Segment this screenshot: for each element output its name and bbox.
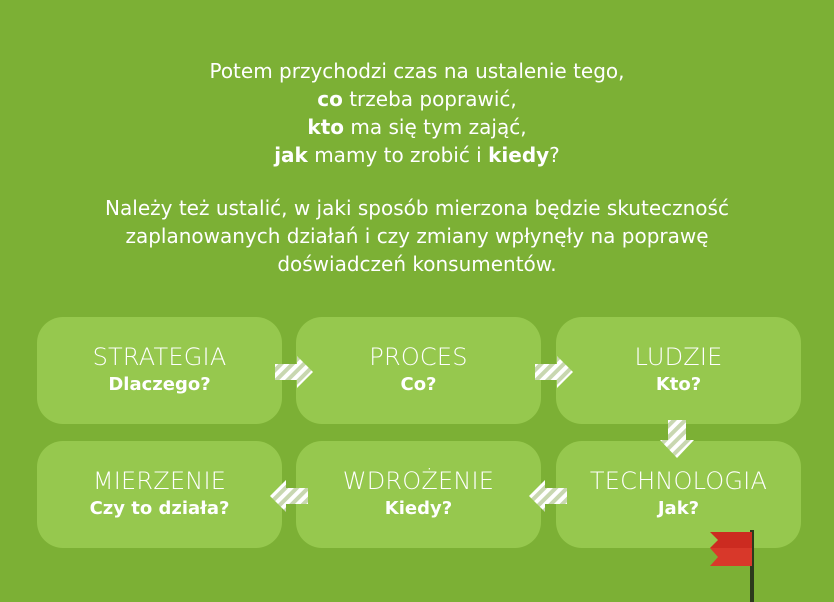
- step-box-strategia: [37, 317, 282, 424]
- step-title: WDROŻENIE: [342, 467, 495, 495]
- step-box-mierzenie: [37, 441, 282, 548]
- intro-line-2: co trzeba poprawić,: [317, 87, 517, 111]
- step-box-ludzie: [556, 317, 801, 424]
- intro-line-4: jak mamy to zrobić i kiedy?: [274, 143, 560, 167]
- intro-bold-kiedy: kiedy: [488, 143, 550, 167]
- arrow-left-icon: [527, 480, 567, 512]
- step-question: Co?: [400, 374, 437, 395]
- step-title: PROCES: [369, 343, 468, 371]
- arrow-down-icon: [660, 420, 694, 460]
- step-title: TECHNOLOGIA: [589, 467, 768, 495]
- step-title: STRATEGIA: [92, 343, 227, 371]
- intro-line-3: kto ma się tym zająć,: [307, 115, 527, 139]
- step-box-wdrozenie: [296, 441, 541, 548]
- step-question: Kiedy?: [384, 498, 453, 519]
- intro-bold-co: co: [317, 87, 343, 111]
- step-question: Kto?: [655, 374, 702, 395]
- intro-para2-line-1: Należy też ustalić, w jaki sposób mierzona będzie skuteczność: [105, 196, 729, 220]
- arrow-right-icon: [535, 356, 575, 388]
- step-title: MIERZENIE: [92, 467, 227, 495]
- intro-text: [0, 57, 834, 278]
- step-box-proces: [296, 317, 541, 424]
- arrow-right-icon: [275, 356, 315, 388]
- arrow-left-icon: [268, 480, 308, 512]
- intro-para2-line-2: zaplanowanych działań i czy zmiany wpłynęły na poprawę: [125, 224, 709, 248]
- flag-icon: [706, 528, 758, 602]
- step-question: Dlaczego?: [108, 374, 211, 395]
- intro-bold-jak: jak: [274, 143, 308, 167]
- step-question: Jak?: [657, 498, 700, 519]
- intro-para2-line-3: doświadczeń konsumentów.: [277, 252, 557, 276]
- step-question: Czy to działa?: [89, 498, 230, 519]
- step-title: LUDZIE: [634, 343, 723, 371]
- intro-bold-kto: kto: [307, 115, 345, 139]
- intro-line-1: Potem przychodzi czas na ustalenie tego,: [209, 59, 625, 83]
